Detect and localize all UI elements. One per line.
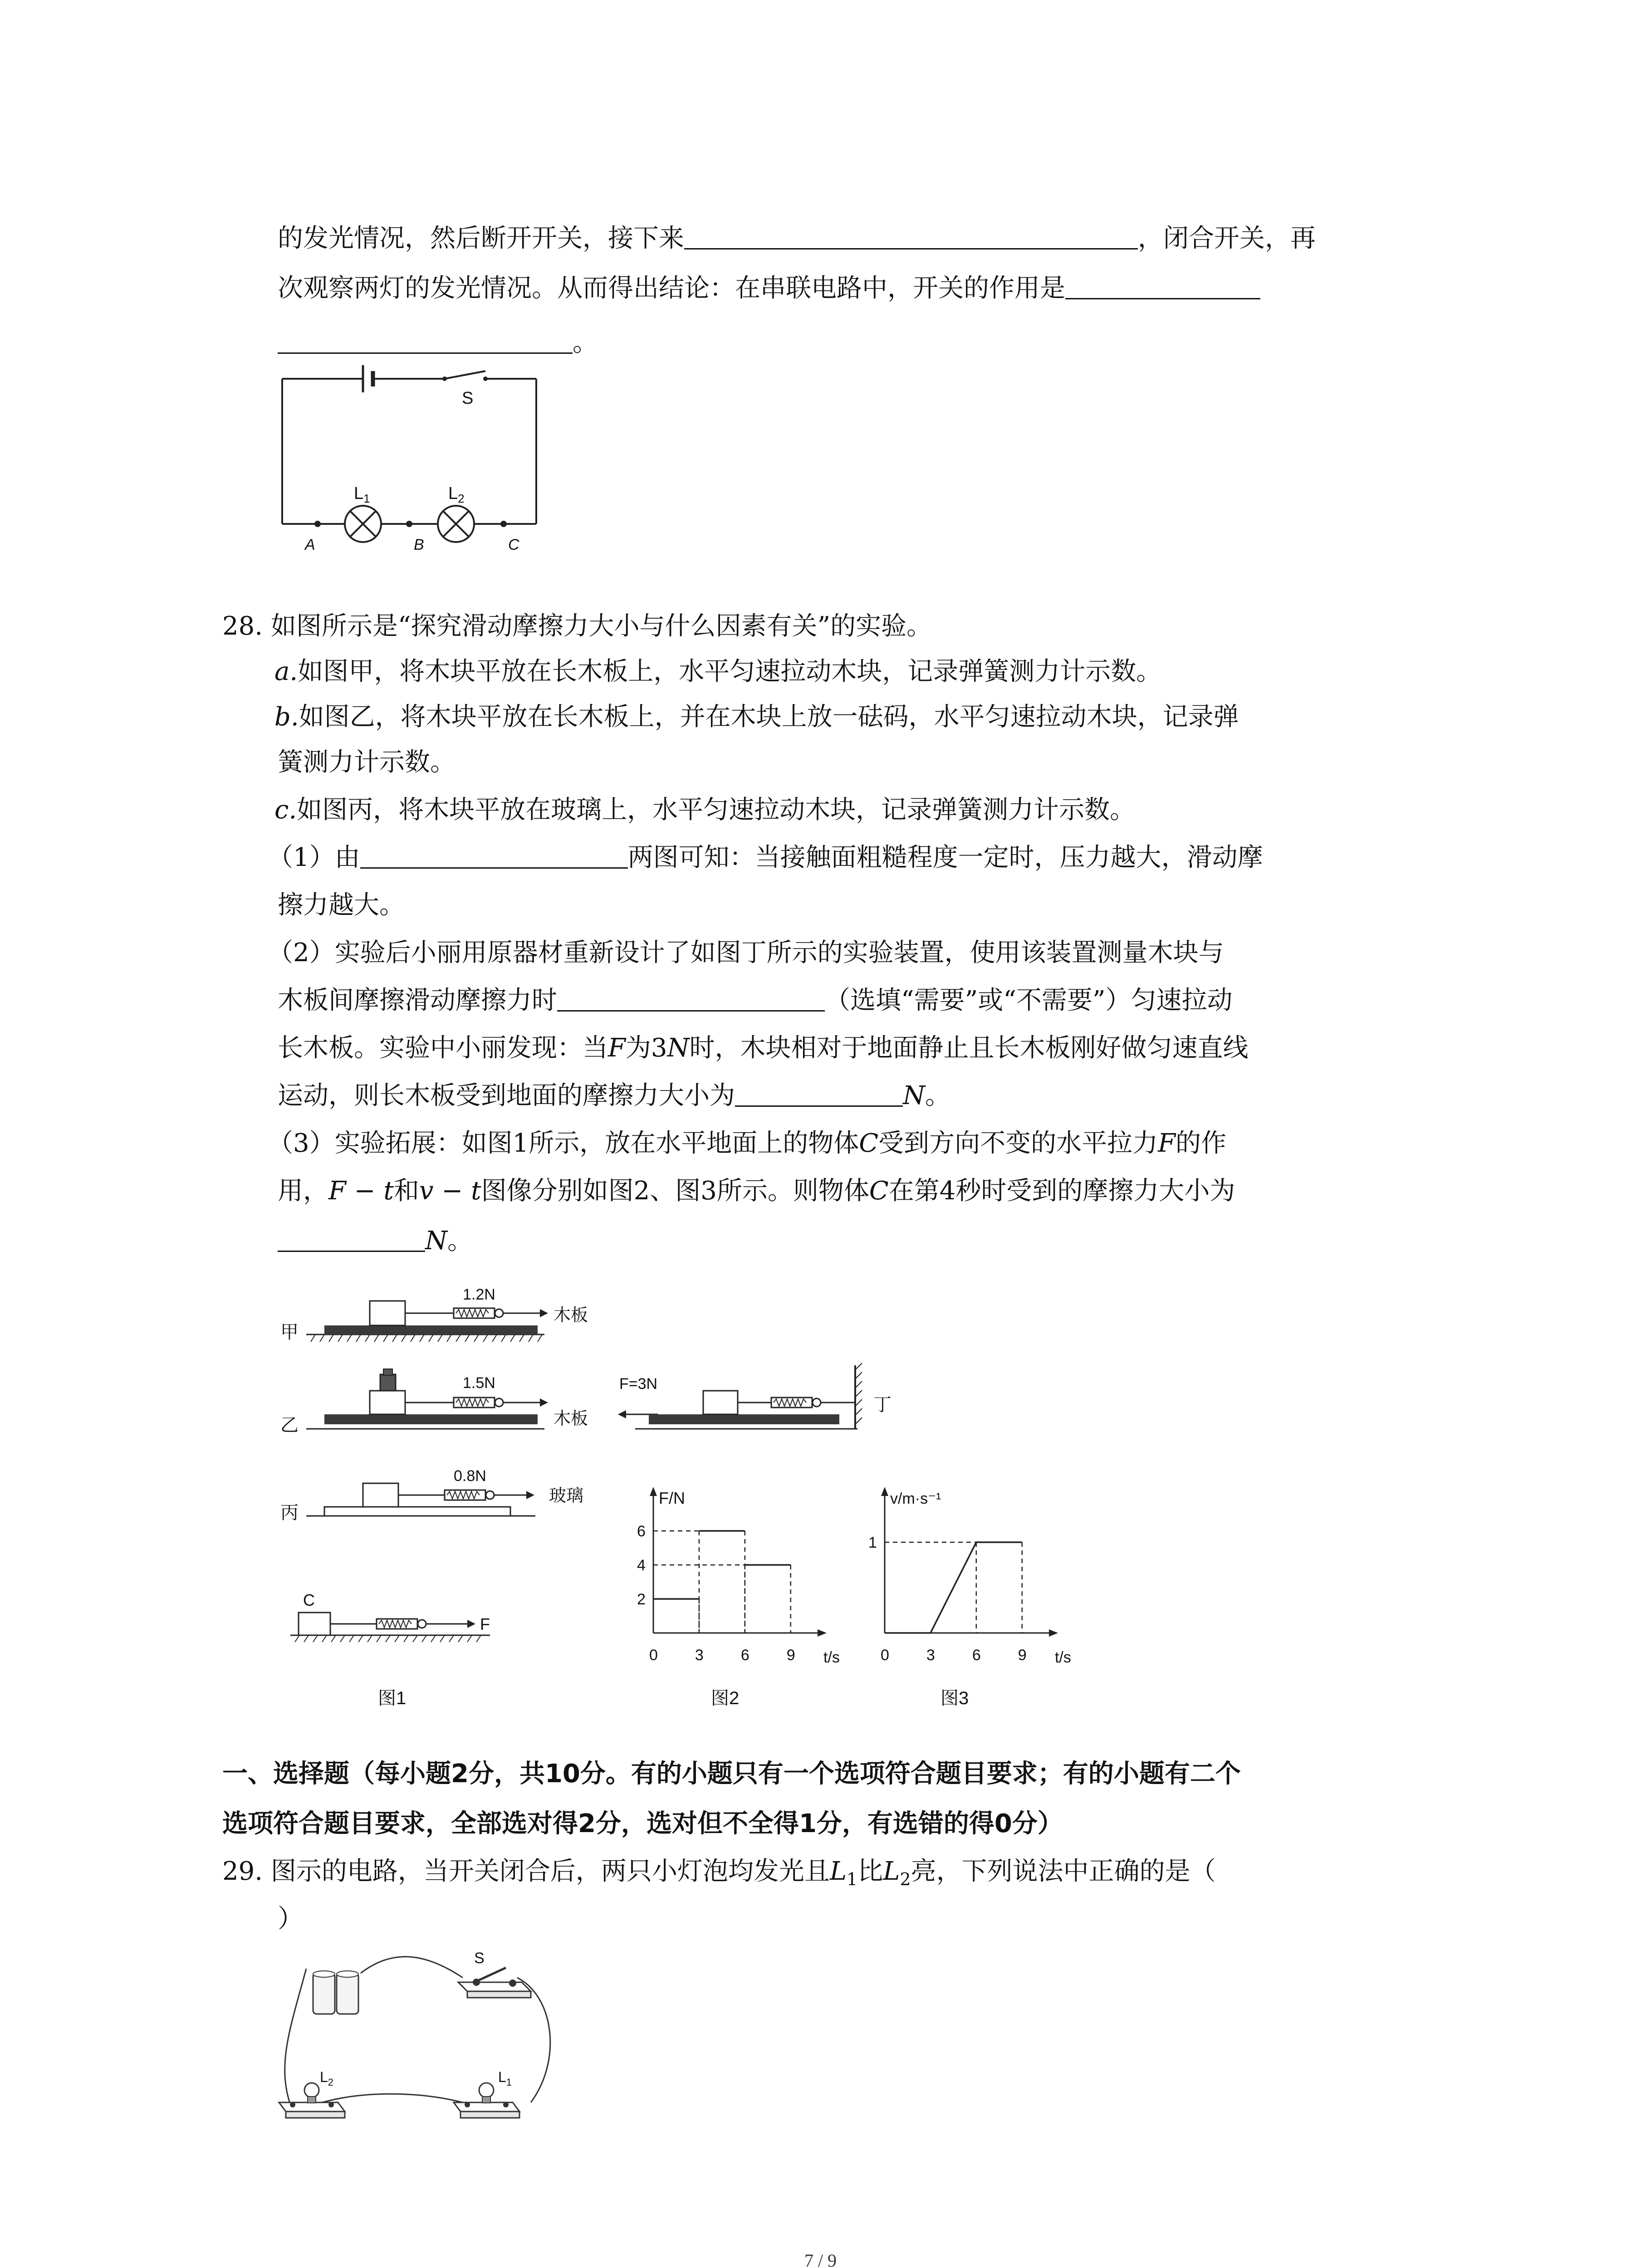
- q28-step-b-cont: 簧测力计示数。: [278, 748, 456, 777]
- force-reading-bing: 0.8N: [454, 1467, 486, 1485]
- point-b-label: B: [414, 536, 424, 553]
- f-t-chart: [622, 1483, 876, 1696]
- q29-circuit-illustration: [272, 1946, 590, 2136]
- force-label-ding: F=3N: [619, 1375, 658, 1393]
- lamp1-label: $L_1$: [354, 484, 370, 505]
- x-tick-label: 0: [881, 1647, 889, 1664]
- x-tick-label: 9: [1018, 1647, 1027, 1664]
- label-yi: 乙: [280, 1415, 299, 1435]
- series-circuit-diagram: [272, 363, 554, 562]
- lamp-l2-label: $L_2$: [320, 2069, 334, 2088]
- point-a-label: A: [305, 536, 315, 553]
- answer-blank[interactable]: [278, 327, 573, 354]
- x-tick-label: 6: [740, 1647, 749, 1664]
- q28-part3-line2: 用，F − t和v − t图像分别如图2、图3所示。则物体C在第4秒时受到的摩擦力大小为: [278, 1176, 1235, 1206]
- y-tick-label: 1: [868, 1534, 877, 1551]
- point-c-label: C: [508, 536, 519, 553]
- q28-part3-line3: N。: [278, 1225, 473, 1257]
- q27-line-1: [278, 222, 1316, 255]
- q27-text: ，闭合开关，再: [1138, 224, 1316, 253]
- experiment-jia-figure: [272, 1270, 617, 1347]
- switch-label: S: [474, 1950, 485, 1967]
- switch-label: S: [462, 389, 474, 408]
- y-tick-label: 4: [637, 1557, 646, 1574]
- y-tick-label: 2: [637, 1591, 646, 1608]
- x-axis-label: t/s: [823, 1649, 840, 1666]
- caption-fig1: 图1: [378, 1688, 407, 1708]
- x-tick-label: 3: [695, 1647, 704, 1664]
- lamp2-label: $L_2$: [448, 484, 465, 505]
- force-reading-yi: 1.5N: [463, 1374, 495, 1392]
- y-axis-label: v/m·s⁻¹: [890, 1490, 941, 1507]
- answer-blank[interactable]: [684, 223, 1138, 249]
- page-number: 7 / 9: [804, 2250, 837, 2268]
- y-tick-label: 6: [637, 1523, 646, 1540]
- x-axis-label: t/s: [1055, 1649, 1071, 1666]
- experiment-ding-figure: [617, 1361, 926, 1447]
- q28-step-b: b.如图乙，将木块平放在长木板上，并在木块上放一砝码，水平匀速拉动木块，记录弹: [274, 702, 1239, 732]
- caption-fig2: 图2: [711, 1688, 740, 1708]
- y-axis-label: F/N: [659, 1489, 685, 1507]
- q27-text: 的发光情况，然后断开开关，接下来: [278, 224, 684, 253]
- label-boli: 玻璃: [549, 1486, 584, 1505]
- q28-part1-line1: （1）由 两图可知：当接触面粗糙程度一定时，压力越大，滑动摩: [268, 843, 1263, 872]
- q28-part2-line2: 木板间摩擦滑动摩擦力时 （选填“需要”或“不需要”）匀速拉动: [278, 986, 1233, 1015]
- experiment-yi-figure: [272, 1356, 617, 1447]
- label-jia: 甲: [280, 1322, 299, 1342]
- label-ding: 丁: [873, 1395, 892, 1415]
- q28-part2-line3: 长木板。实验中小丽发现：当F为3N时，木块相对于地面静止且长木板刚好做匀速直线: [278, 1033, 1249, 1063]
- q28-part1-line2: 擦力越大。: [278, 890, 405, 920]
- experiment-bing-figure: [272, 1456, 617, 1529]
- x-tick-label: 0: [649, 1647, 658, 1664]
- q27-line-2: [278, 272, 1260, 305]
- chart-axes: [881, 1487, 1058, 1637]
- lamp-l1-illustration: [454, 2083, 519, 2118]
- q27-text: 。: [573, 328, 598, 357]
- chart-axes: [650, 1487, 827, 1637]
- answer-blank[interactable]: [1065, 273, 1260, 299]
- figure-1: [290, 1588, 526, 1669]
- lamp-l1-label: $L_1$: [498, 2069, 512, 2088]
- force-f-label: F: [480, 1615, 490, 1633]
- label-muban-yi: 木板: [554, 1409, 588, 1428]
- answer-blank[interactable]: [557, 985, 825, 1012]
- force-reading-jia: 1.2N: [463, 1286, 495, 1303]
- q29-stem-cont: ）: [278, 1904, 303, 1934]
- x-tick-label: 6: [972, 1647, 981, 1664]
- answer-blank[interactable]: [278, 1225, 425, 1252]
- answer-blank[interactable]: [735, 1080, 903, 1107]
- q28-step-c: c.如图丙，将木块平放在玻璃上，水平匀速拉动木块，记录弹簧测力计示数。: [274, 795, 1136, 825]
- q28-part2-line4: 运动，则长木板受到地面的摩擦力大小为 N。: [278, 1081, 950, 1110]
- battery-pair: [313, 1971, 358, 2014]
- x-tick-label: 3: [926, 1647, 935, 1664]
- section-heading-line2: 选项符合题目要求，全部选对得2分，选对但不全得1分，有选错的得0分）: [222, 1809, 1063, 1838]
- q28-part3-line1: （3）实验拓展：如图1所示，放在水平地面上的物体C受到方向不变的水平拉力F的作: [268, 1129, 1226, 1158]
- velocity-line: [885, 1542, 1022, 1633]
- answer-blank[interactable]: [360, 842, 628, 869]
- switch-illustration: [458, 1968, 531, 1998]
- q27-text: 次观察两灯的发光情况。从而得出结论：在串联电路中，开关的作用是: [278, 274, 1065, 303]
- q29-stem: 29. 图示的电路，当开关闭合后，两只小灯泡均发光且$L_1$比$L_2$亮，下列说法中正确的是（: [222, 1857, 1216, 1890]
- caption-fig3: 图3: [941, 1688, 969, 1708]
- label-bing: 丙: [280, 1503, 299, 1523]
- v-t-chart: [853, 1483, 1107, 1696]
- q27-line-3: [278, 327, 598, 359]
- section-heading-line1: 一、选择题（每小题2分，共10分。有的小题只有一个选项符合题目要求；有的小题有二个: [222, 1759, 1241, 1789]
- q28-step-a: a.如图甲，将木块平放在长木板上，水平匀速拉动木块，记录弹簧测力计示数。: [274, 657, 1162, 686]
- q28-stem: 28. 如图所示是“探究滑动摩擦力大小与什么因素有关”的实验。: [222, 611, 932, 641]
- q28-part2-line1: （2）实验后小丽用原器材重新设计了如图丁所示的实验装置，使用该装置测量木块与: [268, 938, 1224, 968]
- object-c-label: C: [303, 1591, 315, 1609]
- label-muban-jia: 木板: [554, 1306, 588, 1325]
- x-tick-label: 9: [786, 1647, 795, 1664]
